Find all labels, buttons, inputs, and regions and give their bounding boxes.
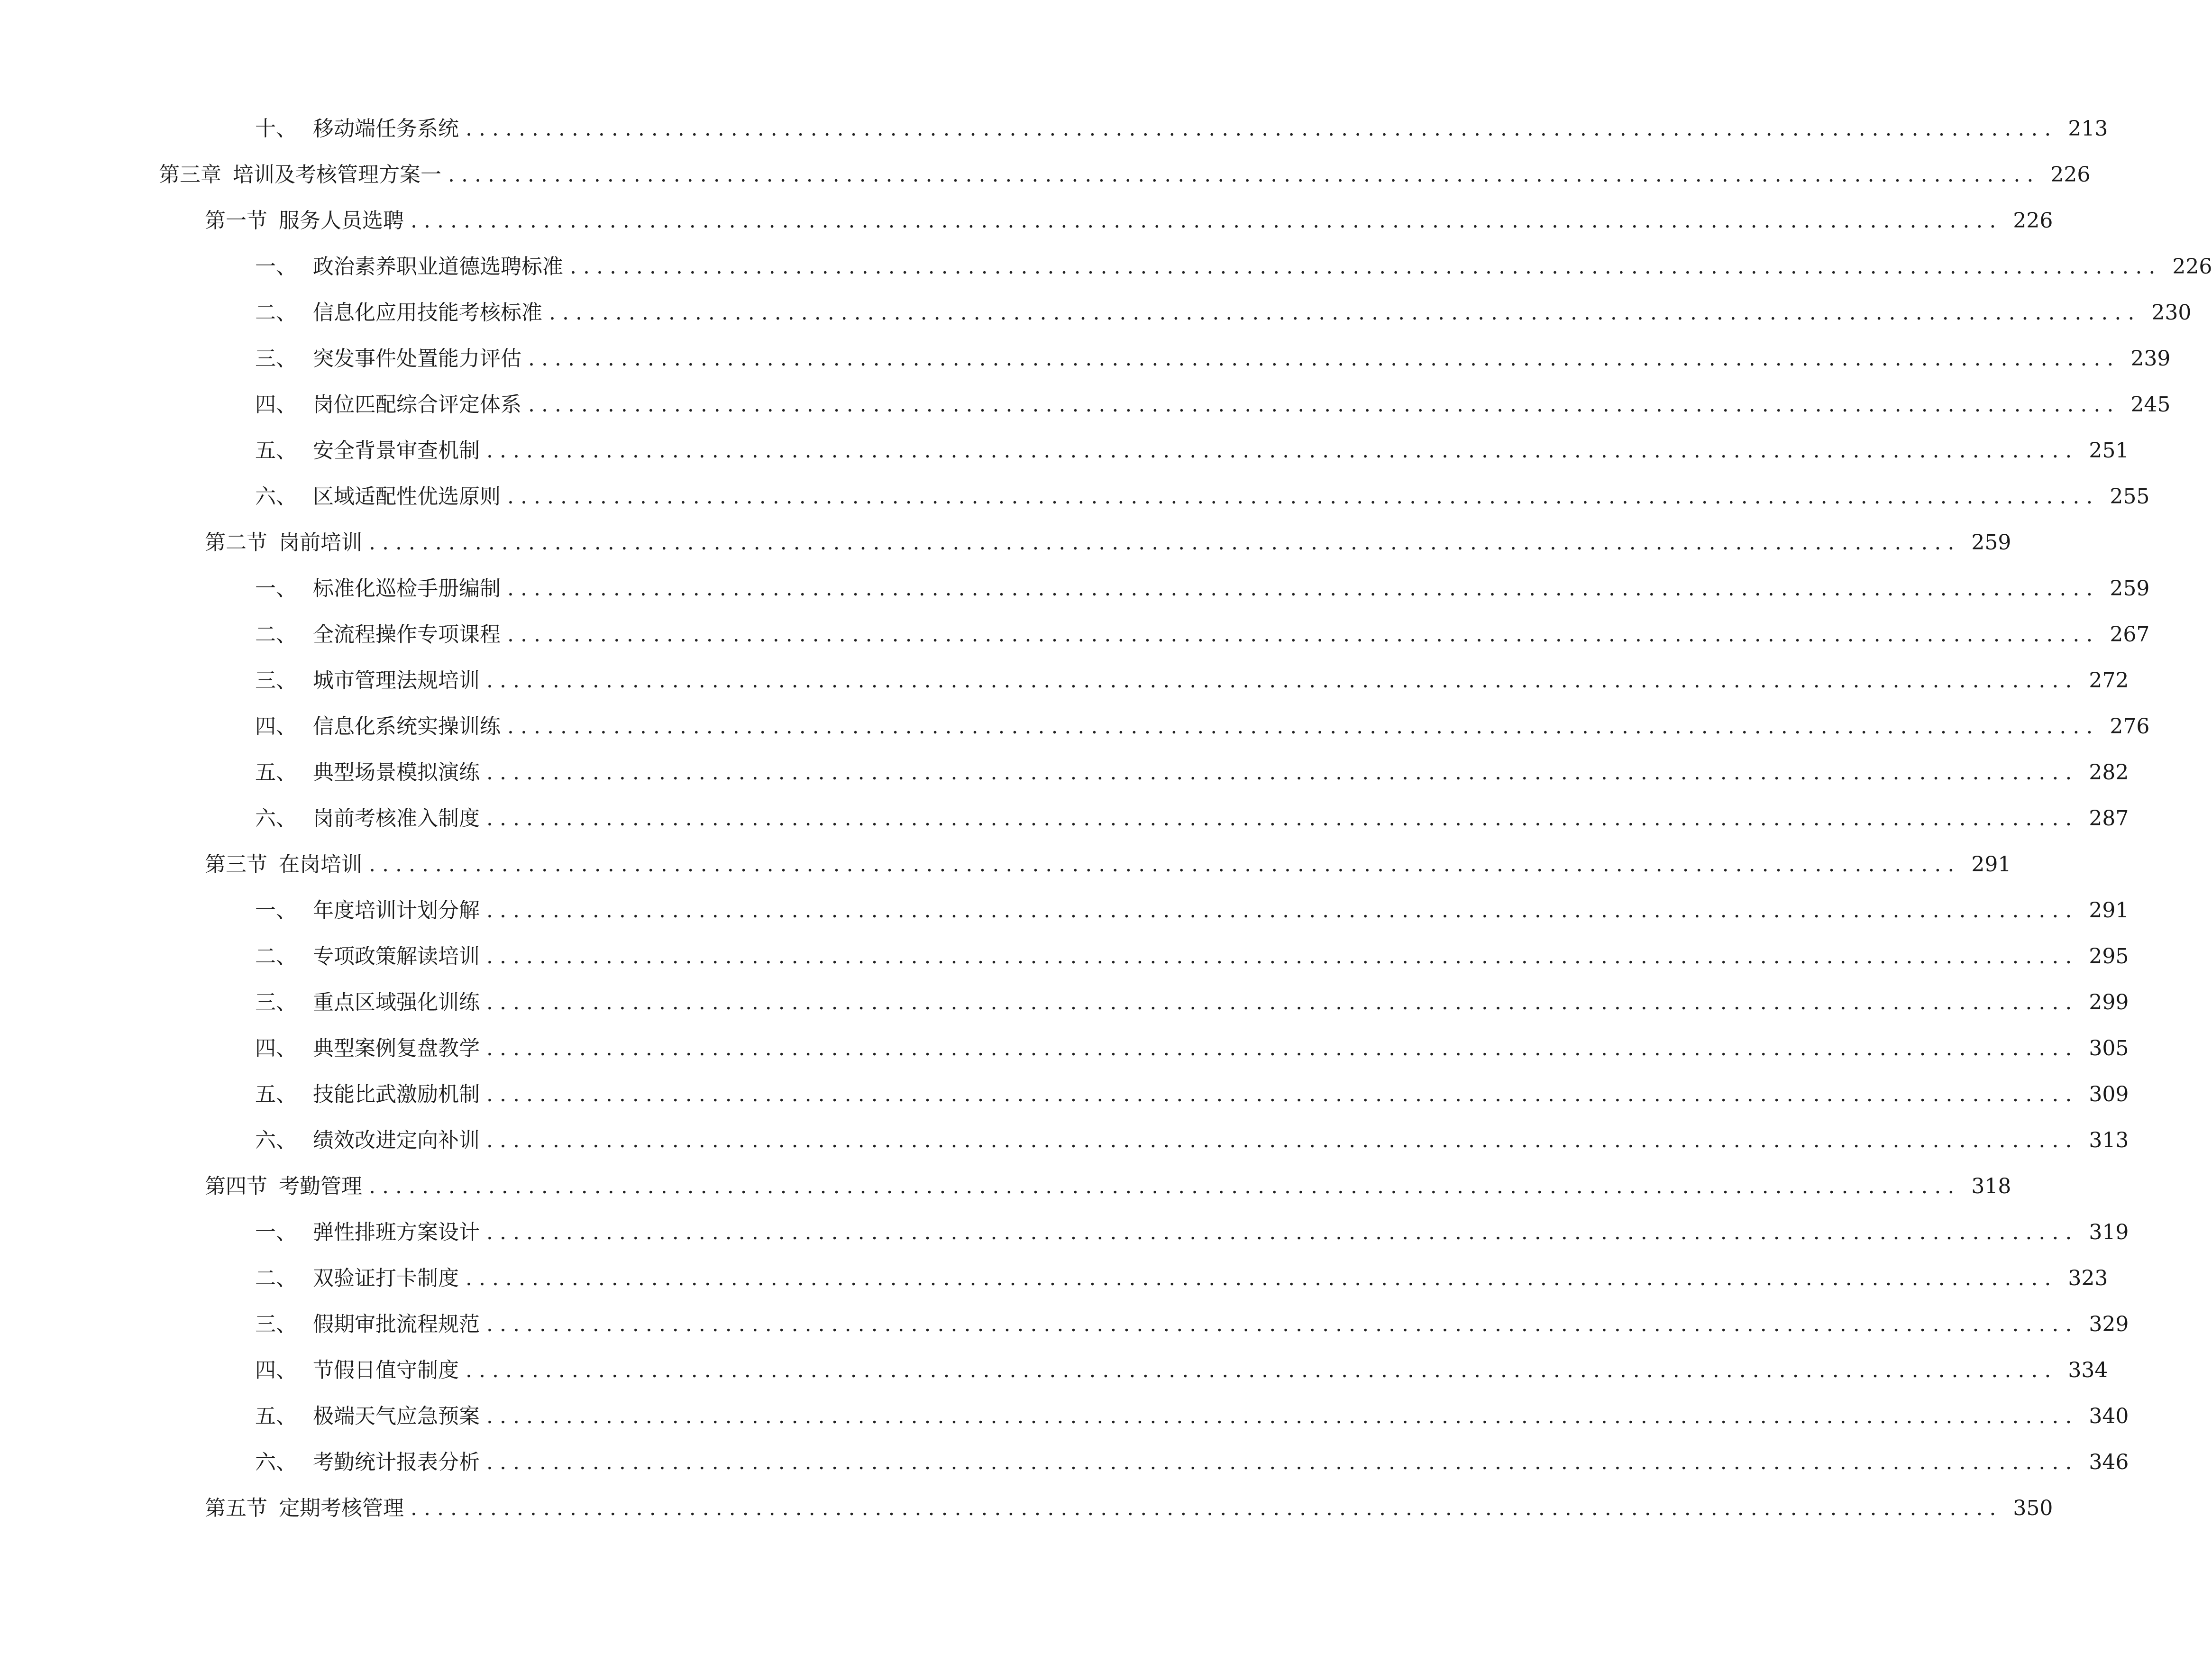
toc-entry-page: 267 [2110,622,2150,647]
toc-entry[interactable] [255,1444,2129,1481]
toc-entry-title: 定期考核管理 [279,1496,404,1520]
toc-entry-title: 信息化系统实操训练 [313,714,501,739]
toc-entry-page: 313 [2089,1128,2129,1152]
dot-leader: ........................................................................................................................ [369,530,1961,555]
dot-leader: ........................................................................................................................ [486,668,2079,693]
toc-entry-title: 考勤管理 [279,1174,362,1198]
dot-leader: ........................................................................................................................ [411,1496,2003,1520]
toc-entry[interactable] [205,846,2011,884]
toc-entry[interactable] [255,1398,2129,1435]
toc-entry[interactable] [255,938,2129,976]
dot-leader: ........................................................................................................................ [507,484,2100,509]
toc-entry-title: 假期审批流程规范 [313,1312,480,1336]
toc-entry-title: 突发事件处置能力评估 [313,347,521,371]
toc-entry-page: 329 [2089,1312,2129,1336]
dot-leader: ........................................................................................................................ [507,714,2100,739]
dot-leader: ........................................................................................................................ [486,1404,2079,1428]
dot-leader: ........................................................................................................................ [486,439,2079,463]
toc-entry-title: 城市管理法规培训 [313,668,480,693]
toc-entry-number: 五、 [255,760,297,785]
toc-entry-title: 极端天气应急预案 [313,1404,480,1428]
toc-entry[interactable] [205,1489,2053,1527]
dot-leader: ........................................................................................................................ [528,393,2121,417]
toc-entry[interactable] [159,156,2091,194]
toc-entry-title: 移动端任务系统 [313,117,459,141]
dot-leader: ........................................................................................................................ [486,1082,2079,1106]
toc-entry-title: 双验证打卡制度 [313,1266,459,1290]
toc-entry-number: 五、 [255,1404,297,1428]
toc-entry-number: 六、 [255,1450,297,1474]
toc-entry-number: 第三节 [205,852,267,877]
toc-entry-title: 安全背景审查机制 [313,439,480,463]
toc-entry-number: 三、 [255,668,297,693]
dot-leader: ........................................................................................................................ [448,163,2040,187]
toc-entry-number: 二、 [255,944,297,969]
toc-entry-page: 259 [1971,530,2011,555]
toc-entry-page: 245 [2130,393,2171,417]
dot-leader: ........................................................................................................................ [486,760,2079,785]
toc-entry-number: 四、 [255,1358,297,1382]
toc-entry-number: 一、 [255,1220,297,1244]
toc-entry[interactable] [255,892,2129,930]
toc-entry-title: 绩效改进定向补训 [313,1128,480,1152]
toc-entry[interactable] [255,570,2150,608]
toc-entry[interactable] [205,202,2053,240]
toc-entry-number: 五、 [255,1082,297,1106]
toc-entry-number: 二、 [255,622,297,647]
dot-leader: ........................................................................................................................ [369,852,1961,877]
toc-entry-title: 节假日值守制度 [313,1358,459,1382]
toc-entry-number: 四、 [255,393,297,417]
toc-entry[interactable] [255,662,2129,700]
toc-entry-page: 299 [2089,990,2129,1014]
toc-entry[interactable] [255,1352,2108,1389]
dot-leader: ........................................................................................................................ [486,1312,2079,1336]
toc-entry-page: 295 [2089,944,2129,969]
toc-entry[interactable] [255,110,2108,148]
dot-leader: ........................................................................................................................ [486,1036,2079,1060]
dot-leader: ........................................................................................................................ [486,1450,2079,1474]
dot-leader: ........................................................................................................................ [549,301,2141,325]
dot-leader: ........................................................................................................................ [486,990,2079,1014]
dot-leader: ........................................................................................................................ [486,1128,2079,1152]
toc-entry-page: 323 [2068,1266,2108,1290]
toc-entry-title: 服务人员选聘 [279,209,404,233]
toc-entry-page: 226 [2050,163,2091,187]
toc-entry-number: 第四节 [205,1174,267,1198]
toc-entry-title: 标准化巡检手册编制 [313,576,501,601]
toc-entry-number: 三、 [255,990,297,1014]
dot-leader: ........................................................................................................................ [507,576,2100,601]
toc-entry-number: 十、 [255,117,297,141]
dot-leader: ........................................................................................................................ [369,1174,1961,1198]
toc-entry-page: 276 [2110,714,2150,739]
toc-entry-number: 第三章 [159,163,221,187]
toc-entry-number: 六、 [255,1128,297,1152]
toc-entry[interactable] [255,708,2150,746]
toc-entry-page: 318 [1971,1174,2011,1198]
toc-entry[interactable] [255,616,2150,654]
toc-entry[interactable] [255,248,2212,286]
toc-entry-number: 一、 [255,255,297,279]
toc-entry[interactable] [255,294,2192,332]
toc-entry[interactable] [255,386,2171,424]
toc-entry-page: 346 [2089,1450,2129,1474]
toc-entry-number: 五、 [255,439,297,463]
dot-leader: ........................................................................................................................ [570,255,2162,279]
toc-entry-title: 专项政策解读培训 [313,944,480,969]
toc-entry-title: 全流程操作专项课程 [313,622,501,647]
toc-entry-number: 二、 [255,1266,297,1290]
toc-entry-number: 一、 [255,898,297,923]
dot-leader: ........................................................................................................................ [411,209,2003,233]
toc-entry-page: 251 [2089,439,2129,463]
dot-leader: ........................................................................................................................ [466,117,2058,141]
toc-entry-page: 319 [2089,1220,2129,1244]
toc-entry[interactable] [255,984,2129,1022]
toc-entry[interactable] [255,754,2129,792]
toc-entry-title: 考勤统计报表分析 [313,1450,480,1474]
toc-entry[interactable] [255,432,2129,470]
toc-entry-page: 305 [2089,1036,2129,1060]
toc-entry[interactable] [255,800,2129,838]
toc-entry-title: 典型场景模拟演练 [313,760,480,785]
toc-entry-title: 弹性排班方案设计 [313,1220,480,1244]
toc-entry-page: 259 [2110,576,2150,601]
toc-entry-page: 230 [2151,301,2192,325]
dot-leader: ........................................................................................................................ [486,898,2079,923]
toc-entry-page: 291 [1971,852,2011,877]
toc-entry-title: 在岗培训 [279,852,362,877]
toc-entry[interactable] [205,1168,2011,1206]
toc-entry-number: 六、 [255,484,297,509]
toc-entry-title: 岗位匹配综合评定体系 [313,393,521,417]
toc-entry-number: 二、 [255,301,297,325]
toc-entry-title: 重点区域强化训练 [313,990,480,1014]
toc-entry-number: 一、 [255,576,297,601]
dot-leader: ........................................................................................................................ [507,622,2100,647]
toc-entry-title: 技能比武激励机制 [313,1082,480,1106]
toc-entry[interactable] [255,1214,2129,1252]
dot-leader: ........................................................................................................................ [486,1220,2079,1244]
toc-entry-title: 年度培训计划分解 [313,898,480,923]
toc-entry-title: 政治素养职业道德选聘标准 [313,255,563,279]
toc-entry-title: 岗前培训 [279,530,362,555]
dot-leader: ........................................................................................................................ [486,944,2079,969]
dot-leader: ........................................................................................................................ [528,347,2121,371]
toc-entry-page: 272 [2089,668,2129,693]
toc-entry-title: 典型案例复盘教学 [313,1036,480,1060]
toc-entry-number: 四、 [255,714,297,739]
toc-entry[interactable] [255,1260,2108,1298]
toc-entry[interactable] [255,1030,2129,1068]
toc-entry-page: 287 [2089,806,2129,831]
toc-entry[interactable] [255,1306,2129,1343]
toc-entry[interactable] [255,478,2150,516]
dot-leader: ........................................................................................................................ [486,806,2079,831]
toc-entry-page: 309 [2089,1082,2129,1106]
toc-entry-page: 282 [2089,760,2129,785]
toc-entry-page: 350 [2013,1496,2053,1520]
toc-entry-number: 三、 [255,347,297,371]
toc-entry-title: 信息化应用技能考核标准 [313,301,542,325]
toc-entry-title: 区域适配性优选原则 [313,484,501,509]
toc-entry-page: 213 [2068,117,2108,141]
toc-entry-title: 培训及考核管理方案一 [233,163,441,187]
toc-entry[interactable] [255,1122,2129,1160]
toc-entry-page: 255 [2110,484,2150,509]
toc-entry-page: 291 [2089,898,2129,923]
toc-entry-number: 六、 [255,806,297,831]
toc-entry-number: 三、 [255,1312,297,1336]
toc-entry-page: 226 [2172,255,2212,279]
toc-entry-number: 四、 [255,1036,297,1060]
toc-entry-page: 226 [2013,209,2053,233]
toc-entry[interactable] [205,524,2011,562]
dot-leader: ........................................................................................................................ [466,1358,2058,1382]
toc-entry-number: 第二节 [205,530,267,555]
toc-entry-title: 岗前考核准入制度 [313,806,480,831]
toc-entry-page: 340 [2089,1404,2129,1428]
dot-leader: ........................................................................................................................ [466,1266,2058,1290]
toc-entry-number: 第一节 [205,209,267,233]
toc-entry-number: 第五节 [205,1496,267,1520]
toc-entry-page: 334 [2068,1358,2108,1382]
toc-entry[interactable] [255,340,2171,378]
toc-entry[interactable] [255,1076,2129,1114]
toc-entry-page: 239 [2130,347,2171,371]
